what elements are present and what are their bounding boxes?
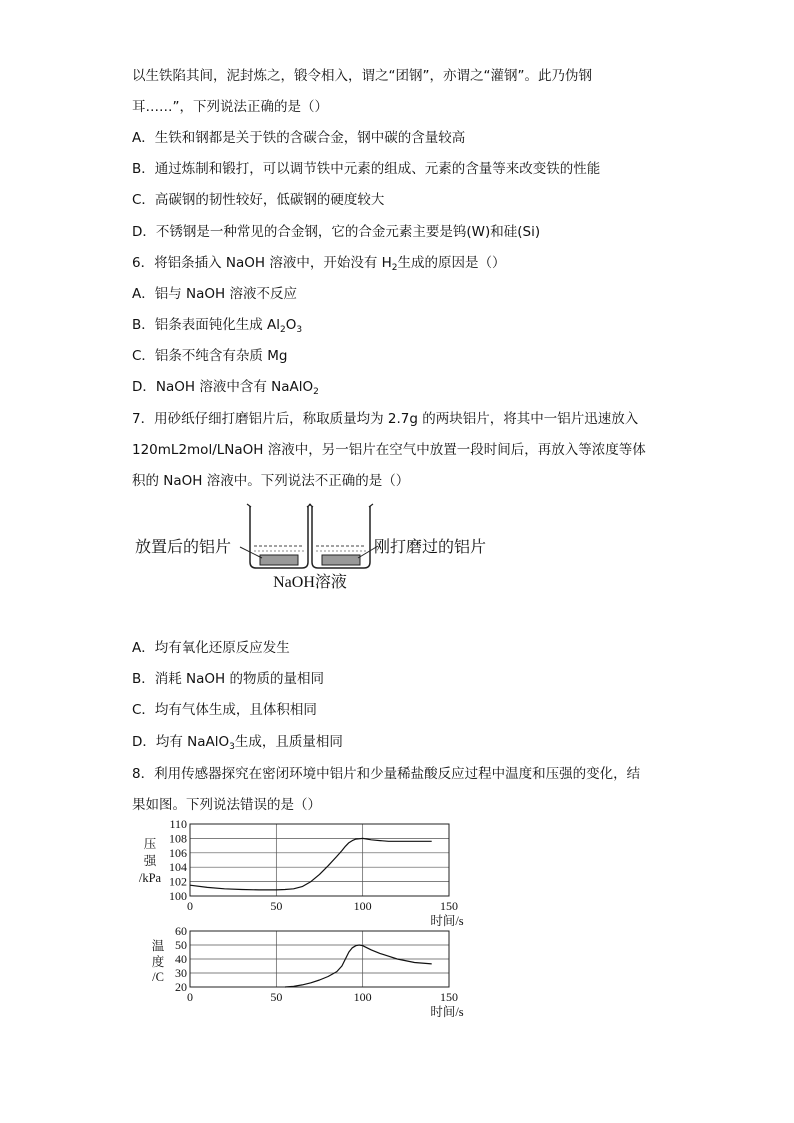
x-tick-label: 0 [187,899,193,913]
y-tick-label: 60 [175,924,187,938]
y-axis-label: 温 [151,939,165,953]
q7-stem-1: 7．用砂纸仔细打磨铝片后，称取质量均为 2.7g 的两块铝片，将其中一铝片迅速放入 [132,411,639,427]
q7-option-b: B．消耗 NaOH 的物质的量相同 [132,671,324,687]
q6-option-c: C．铝条不纯含有杂质 Mg [132,348,288,364]
left-label: 放置后的铝片 [135,539,232,556]
q8-stem-1: 8．利用传感器探究在密闭环境中铝片和少量稀盐酸反应过程中温度和压强的变化，结 [132,766,641,782]
x-tick-label: 100 [353,899,372,913]
q5-option-d: D．不锈钢是一种常见的合金钢，它的合金元素主要是钨(W)和硅(Si) [132,224,541,240]
q5-option-c: C．高碳钢的韧性较好，低碳钢的硬度较大 [132,192,385,208]
q6d-pre: D．NaOH 溶液中含有 NaAlO [132,379,314,395]
y-tick-label: 108 [169,831,187,846]
x-tick-label: 150 [440,899,458,913]
q7d-sub: 3 [229,742,235,752]
x-tick-label: 50 [270,990,283,1004]
y-axis-label: /C [152,970,164,984]
x-axis-label: 时间/s [430,1005,464,1019]
y-tick-label: 40 [175,952,187,966]
plot-frame [190,824,449,896]
q6b-sub1: 2 [280,325,286,335]
q6d-sub: 2 [313,387,319,397]
q7-option-a: A．均有氧化还原反应发生 [132,640,290,656]
text-line: 耳……”，下列说法正确的是（） [132,99,328,115]
q7-stem-3: 积的 NaOH 溶液中。下列说法不正确的是（） [132,473,410,489]
x-tick-label: 50 [270,899,283,913]
q6-stem-pre: 6．将铝条插入 NaOH 溶液中，开始没有 H [132,255,392,271]
y-tick-label: 30 [175,966,187,980]
y-tick-label: 110 [169,817,187,831]
q5-option-a: A．生铁和钢都是关于铁的含碳合金，钢中碳的含量较高 [132,130,466,146]
y-tick-label: 104 [169,860,187,875]
bottom-label: NaOH溶液 [273,574,347,591]
series-line [285,945,432,987]
y-tick-label: 102 [169,874,187,889]
q6-stem-post: 生成的原因是（） [397,255,506,271]
x-tick-label: 150 [440,990,458,1004]
y-axis-label: 度 [151,955,165,969]
q5-option-b: B．通过炼制和锻打，可以调节铁中元素的组成、元素的含量等来改变铁的性能 [132,161,601,177]
right-label: 刚打磨过的铝片 [374,539,487,556]
x-tick-label: 0 [187,990,193,1004]
q6-stem-sub: 2 [391,263,398,273]
y-tick-label: 100 [169,889,187,903]
q6b-sub2: 3 [296,325,303,335]
q6-option-a: A．铝与 NaOH 溶液不反应 [132,286,297,302]
q8-stem-2: 果如图。下列说法错误的是（） [132,797,321,813]
y-axis-label: 强 [143,854,157,868]
text-line: 以生铁陷其间，泥封炼之，锻令相入，谓之“团钢”，亦谓之“灌钢”。此乃伪钢 [132,68,592,84]
q6b-mid: O [285,317,297,333]
y-tick-label: 106 [169,845,187,860]
q6b-pre: B．铝条表面钝化生成 Al [132,317,281,333]
y-tick-label: 20 [175,980,187,994]
q7d-pre: D．均有 NaAlO [132,734,230,750]
x-tick-label: 100 [353,990,372,1004]
y-tick-label: 50 [175,938,187,952]
y-axis-label: /kPa [138,871,162,885]
q7d-post: 生成，且质量相同 [234,734,343,750]
q7-option-c: C．均有气体生成，且体积相同 [132,702,317,718]
series-line [190,838,432,890]
x-axis-label: 时间/s [430,914,464,928]
q7-stem-2: 120mL2mol/LNaOH 溶液中，另一铝片在空气中放置一段时间后，再放入等浓度等体 [132,442,646,458]
y-axis-label: 压 [143,837,157,851]
